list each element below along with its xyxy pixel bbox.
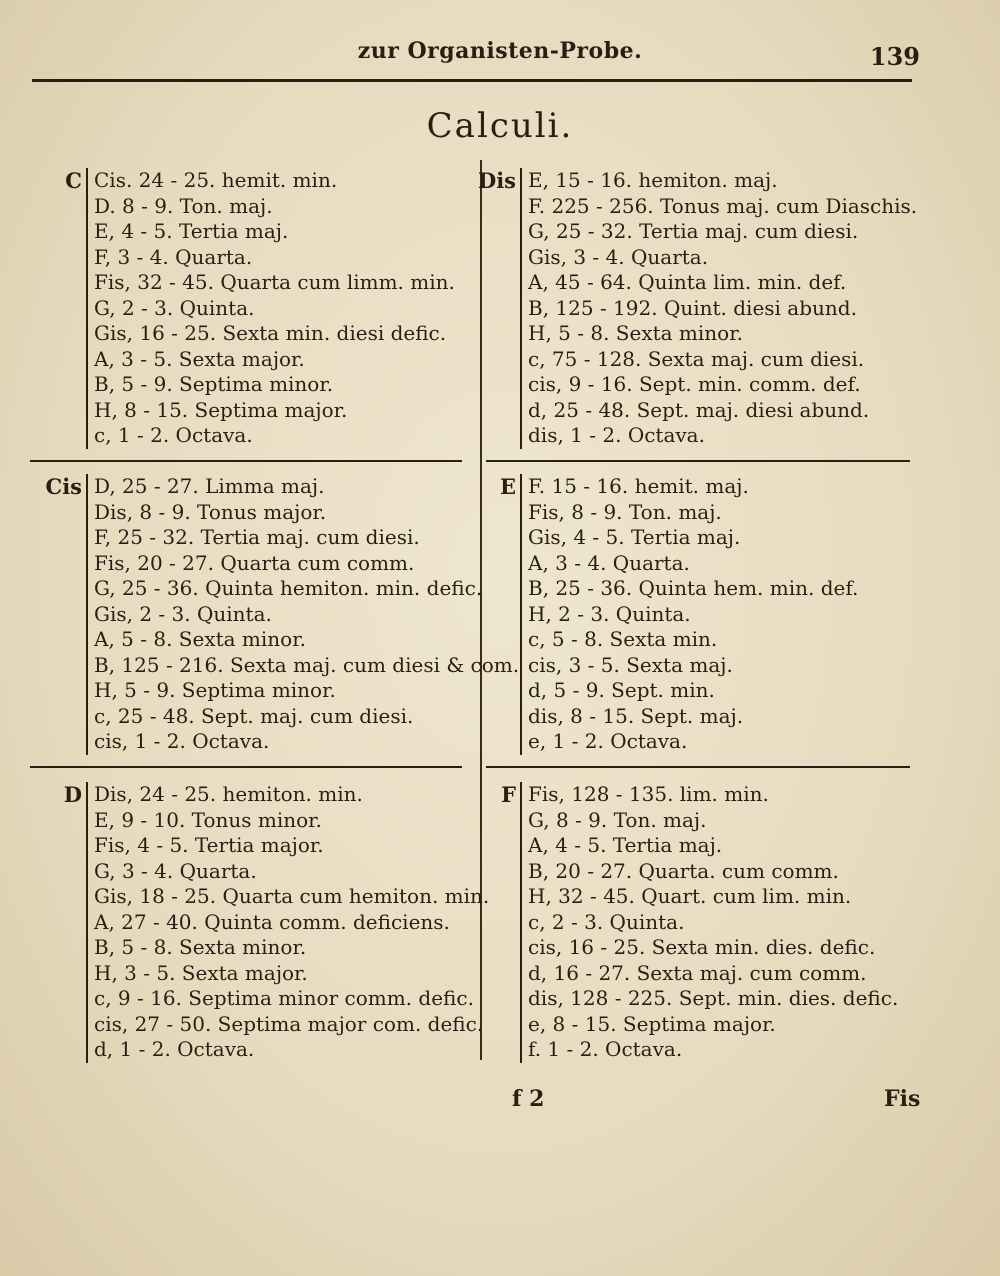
interval-line: A, 45 - 64. Quinta lim. min. def. — [528, 270, 847, 294]
page-number: 139 — [869, 42, 920, 71]
interval-line: Fis, 128 - 135. lim. min. — [528, 782, 769, 806]
interval-line: c, 2 - 3. Quinta. — [528, 909, 685, 934]
interval-line: B, 25 - 36. Quinta hem. min. def. — [528, 576, 859, 600]
block-lines — [520, 168, 917, 449]
header-rule — [32, 79, 912, 82]
running-title: zur Organisten-Probe. — [357, 38, 643, 64]
interval-line: F. 15 - 16. hemit. maj. — [528, 474, 749, 498]
block-key: Dis — [477, 168, 516, 193]
block-rule — [486, 766, 910, 768]
interval-line: D. 8 - 9. Ton. maj. — [94, 193, 273, 218]
interval-line: Dis, 24 - 25. hemiton. min. — [94, 782, 363, 806]
interval-line: D, 25 - 27. Limma maj. — [94, 474, 325, 498]
block-key: F — [501, 782, 516, 807]
block-lines — [86, 782, 489, 1063]
interval-line: d, 5 - 9. Sept. min. — [528, 678, 715, 702]
interval-line: G, 25 - 36. Quinta hemiton. min. defic. — [94, 576, 483, 600]
interval-line: Gis, 2 - 3. Quinta. — [94, 601, 272, 626]
interval-line: Gis, 4 - 5. Tertia maj. — [528, 525, 741, 549]
interval-line: E, 15 - 16. hemiton. maj. — [528, 168, 778, 192]
interval-line: A, 4 - 5. Tertia maj. — [528, 833, 723, 857]
block-lines — [86, 168, 455, 449]
block-key: D — [63, 782, 82, 807]
interval-line: G, 8 - 9. Ton. maj. — [528, 807, 707, 832]
interval-line: Cis. 24 - 25. hemit. min. — [94, 168, 338, 192]
interval-line: e, 8 - 15. Septima major. — [528, 1011, 776, 1036]
interval-line: c, 5 - 8. Sexta min. — [528, 627, 718, 651]
interval-line: Fis, 32 - 45. Quarta cum limm. min. — [94, 270, 455, 294]
interval-line: B, 20 - 27. Quarta. cum comm. — [528, 858, 839, 883]
catchword: Fis — [884, 1086, 921, 1112]
signature-mark: f 2 — [512, 1086, 545, 1112]
interval-line: d, 16 - 27. Sexta maj. cum comm. — [528, 960, 867, 985]
interval-line: Fis, 8 - 9. Ton. maj. — [528, 499, 722, 524]
interval-line: H, 2 - 3. Quinta. — [528, 601, 691, 626]
interval-line: Gis, 3 - 4. Quarta. — [528, 244, 709, 269]
interval-line: H, 8 - 15. Septima major. — [94, 397, 348, 422]
interval-line: c, 1 - 2. Octava. — [94, 423, 253, 447]
block-key: Cis — [45, 474, 82, 499]
interval-line: Gis, 16 - 25. Sexta min. diesi defic. — [94, 321, 447, 345]
interval-line: cis, 3 - 5. Sexta maj. — [528, 652, 733, 677]
block-rule — [30, 766, 462, 768]
interval-line: dis, 8 - 15. Sept. maj. — [528, 703, 744, 728]
interval-line: F, 25 - 32. Tertia maj. cum diesi. — [94, 525, 420, 549]
interval-line: cis, 9 - 16. Sept. min. comm. def. — [528, 372, 861, 396]
interval-line: G, 25 - 32. Tertia maj. cum diesi. — [528, 219, 859, 243]
block-rule — [486, 460, 910, 462]
block-lines — [86, 474, 519, 755]
block-key: E — [499, 474, 516, 499]
interval-line: A, 27 - 40. Quinta comm. deficiens. — [94, 909, 450, 934]
interval-line: Fis, 20 - 27. Quarta cum comm. — [94, 550, 415, 575]
interval-line: F. 225 - 256. Tonus maj. cum Diaschis. — [528, 193, 918, 218]
interval-line: B, 125 - 192. Quint. diesi abund. — [528, 295, 857, 320]
interval-line: B, 125 - 216. Sexta maj. cum diesi & com. — [94, 652, 520, 677]
interval-line: A, 3 - 4. Quarta. — [528, 550, 690, 575]
interval-line: cis, 1 - 2. Octava. — [94, 729, 270, 753]
interval-line: d, 1 - 2. Octava. — [94, 1037, 255, 1061]
interval-line: F, 3 - 4. Quarta. — [94, 244, 253, 269]
interval-line: G, 3 - 4. Quarta. — [94, 858, 257, 883]
interval-line: d, 25 - 48. Sept. maj. diesi abund. — [528, 397, 870, 422]
interval-line: A, 5 - 8. Sexta minor. — [94, 627, 306, 651]
interval-line: dis, 1 - 2. Octava. — [528, 423, 705, 447]
interval-line: H, 5 - 9. Septima minor. — [94, 678, 336, 702]
interval-line: e, 1 - 2. Octava. — [528, 729, 688, 753]
interval-line: B, 5 - 9. Septima minor. — [94, 372, 334, 396]
interval-line: c, 9 - 16. Septima minor comm. defic. — [94, 986, 474, 1010]
interval-line: Fis, 4 - 5. Tertia major. — [94, 833, 324, 857]
interval-line: Dis, 8 - 9. Tonus major. — [94, 499, 327, 524]
interval-line: Gis, 18 - 25. Quarta cum hemiton. min. — [94, 884, 490, 908]
interval-line: c, 75 - 128. Sexta maj. cum diesi. — [528, 346, 865, 371]
interval-line: E, 4 - 5. Tertia maj. — [94, 219, 289, 243]
interval-line: E, 9 - 10. Tonus minor. — [94, 807, 322, 832]
interval-line: cis, 27 - 50. Septima major com. defic. — [94, 1011, 484, 1036]
interval-line: f. 1 - 2. Octava. — [528, 1037, 683, 1061]
interval-line: c, 25 - 48. Sept. maj. cum diesi. — [94, 703, 414, 728]
interval-line: cis, 16 - 25. Sexta min. dies. defic. — [528, 935, 876, 959]
interval-line: dis, 128 - 225. Sept. min. dies. defic. — [528, 986, 899, 1010]
block-lines — [520, 474, 858, 755]
section-title: Calculi. — [426, 106, 574, 146]
interval-line: H, 5 - 8. Sexta minor. — [528, 321, 743, 345]
interval-line: H, 32 - 45. Quart. cum lim. min. — [528, 884, 852, 908]
interval-line: A, 3 - 5. Sexta major. — [94, 346, 305, 371]
interval-line: G, 2 - 3. Quinta. — [94, 295, 255, 320]
block-rule — [30, 460, 462, 462]
block-key: C — [65, 168, 82, 193]
interval-line: B, 5 - 8. Sexta minor. — [94, 935, 307, 959]
interval-line: H, 3 - 5. Sexta major. — [94, 960, 308, 985]
block-lines — [520, 782, 898, 1063]
